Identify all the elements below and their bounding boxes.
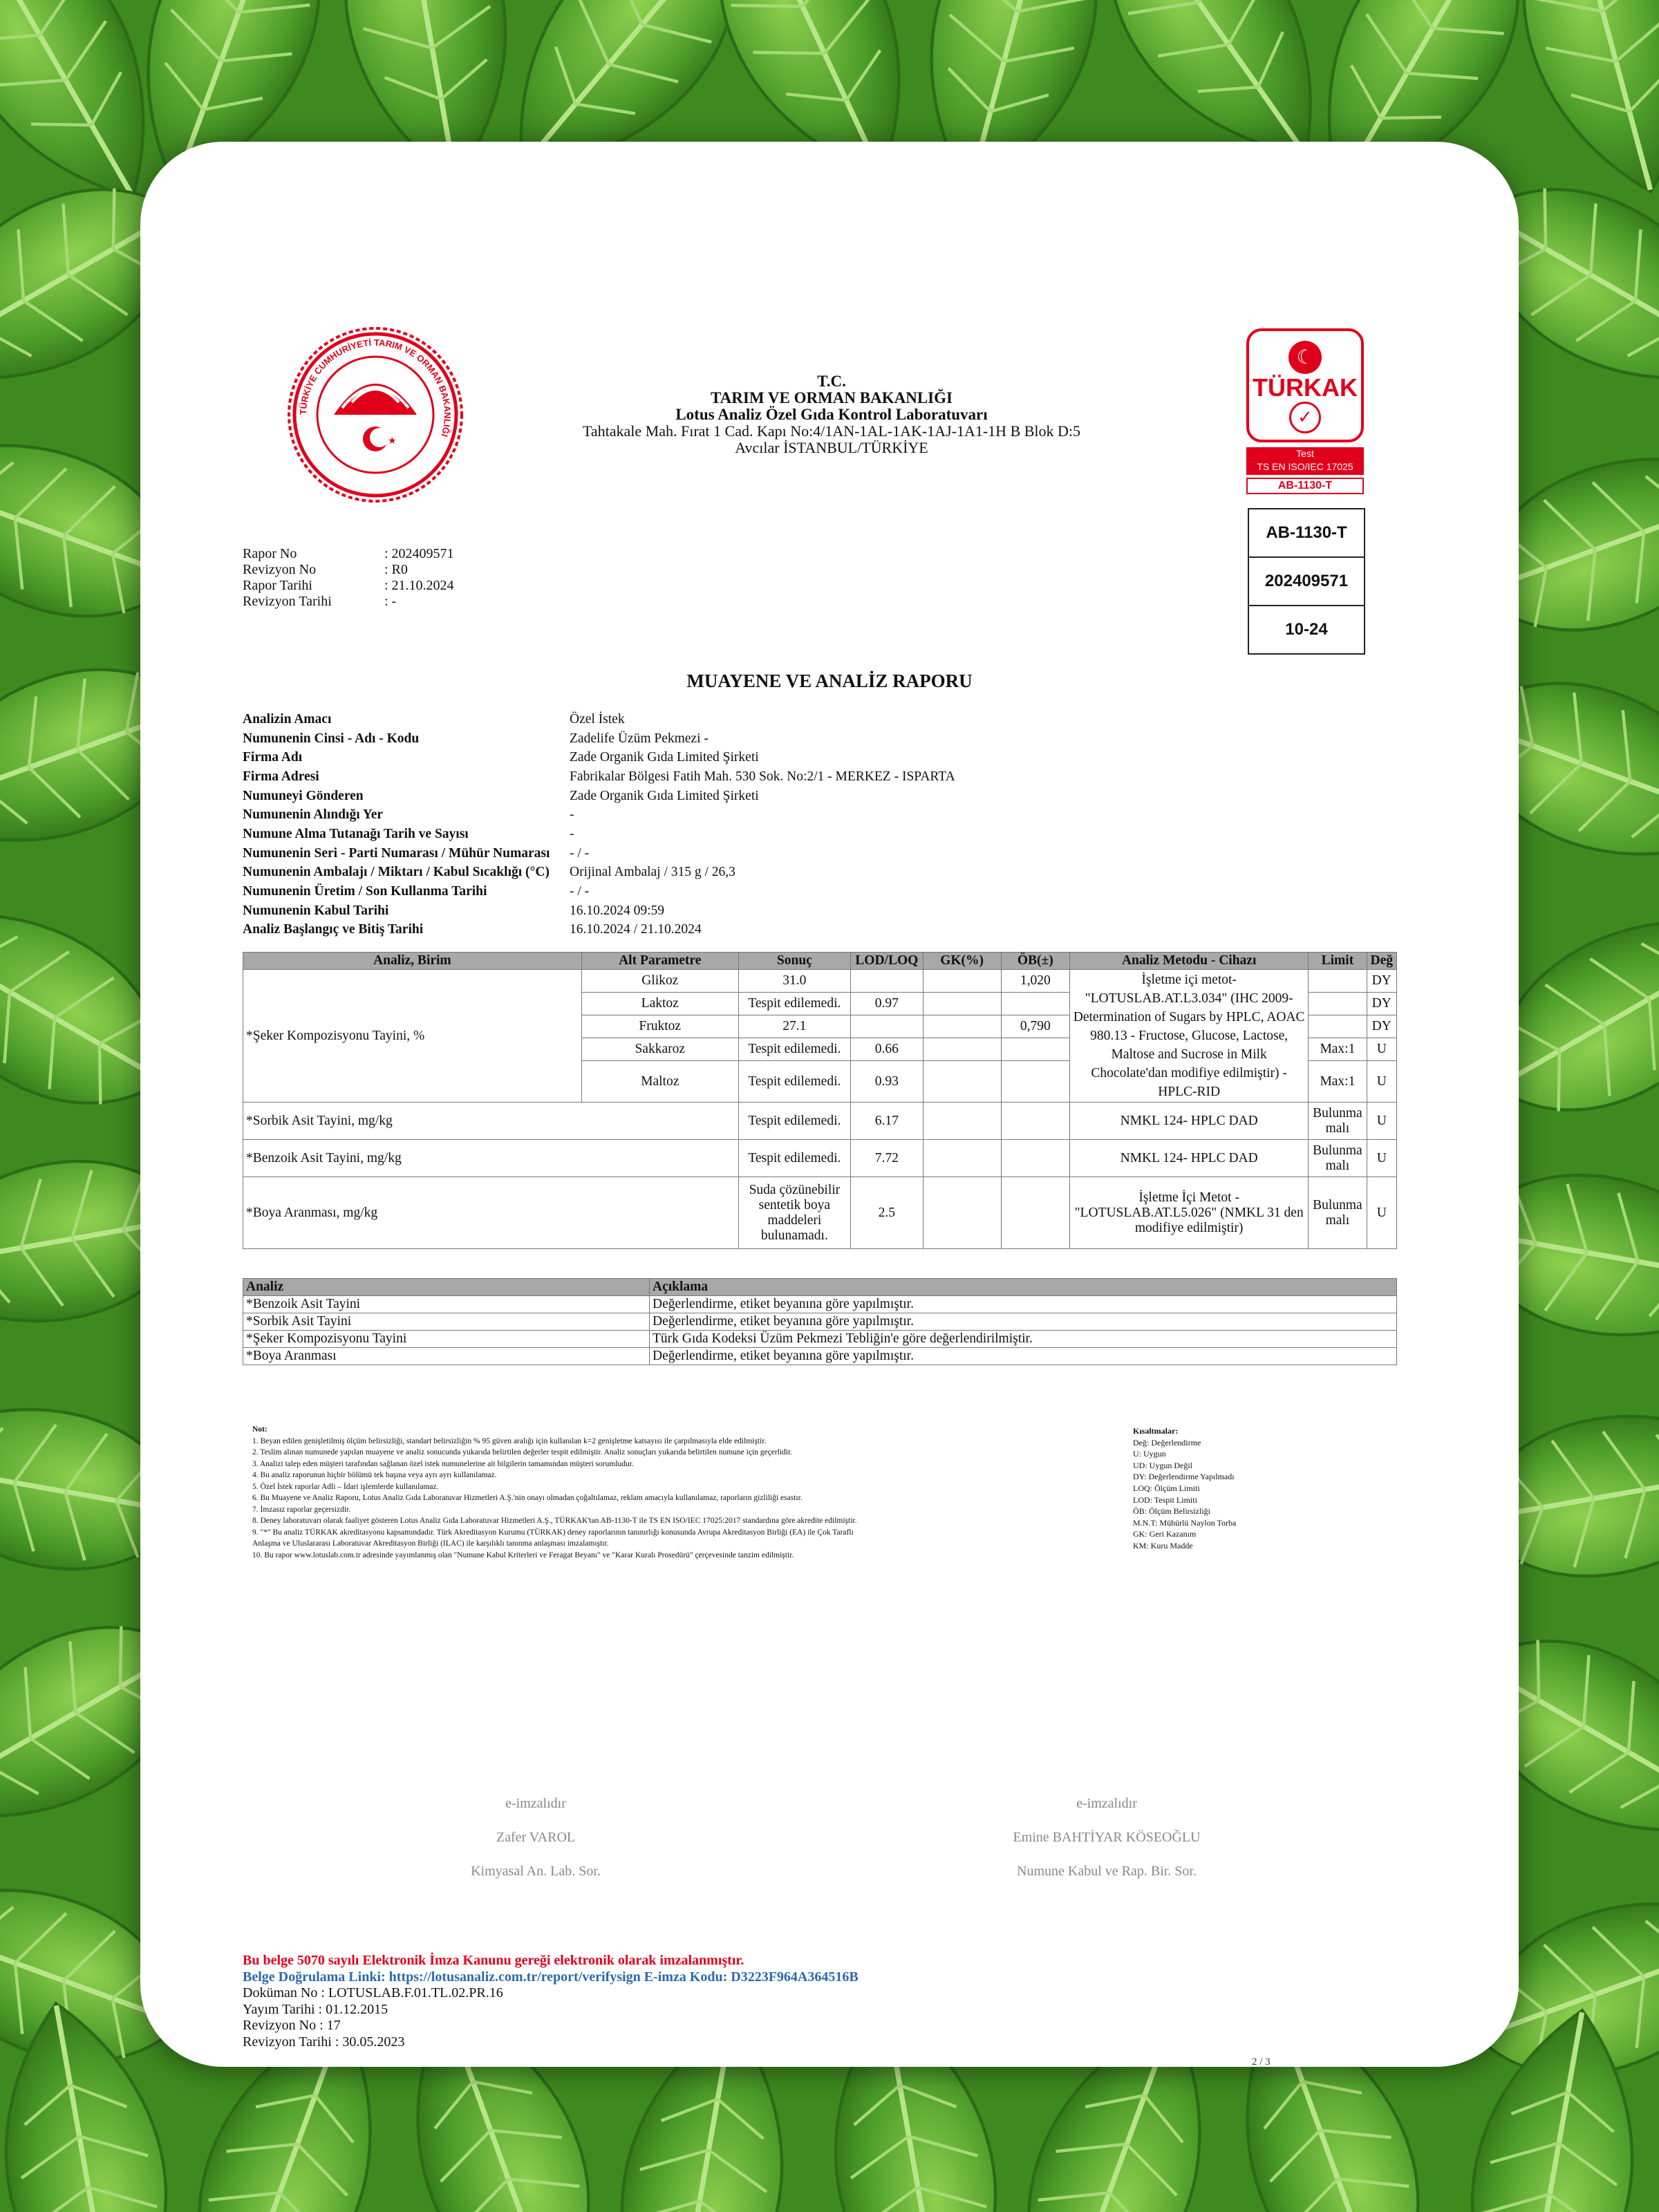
col-header: GK(%) [923,953,1001,970]
col-header: Sonuç [738,953,850,970]
col-header: Analiz, Birim [243,953,582,970]
table-row [243,1348,1397,1365]
result: 31.0 [738,970,850,993]
info-row [243,710,955,729]
turkak-logo-text: TÜRKAK [1253,373,1358,402]
turkak-crescent-icon: ☾ [1288,341,1322,374]
info-label: Numunenin Ambalajı / Miktarı / Kabul Sıcaklığı (°C) [243,865,550,880]
table-row [243,1313,1397,1331]
meta-value: : R0 [384,562,408,577]
signature-role: Kimyasal An. Lab. Sor. [471,1864,601,1879]
info-value: 16.10.2024 / 21.10.2024 [570,922,702,937]
svg-text:★: ★ [388,435,397,447]
meta-label: Rapor Tarihi [243,578,312,593]
signature-name: Zafer VAROL [496,1830,576,1845]
lod-loq: 0.66 [850,1038,923,1061]
limit: Bulunma malı [1309,1103,1367,1140]
signature-name: Emine BAHTİYAR KÖSEOĞLU [1013,1830,1201,1845]
info-row [243,901,955,921]
abbreviation-item: ÖB: Ölçüm Belirsizliği [1133,1506,1210,1517]
evaluation-note: Değerlendirme, etiket beyanına göre yapılmıştır. [650,1296,1397,1313]
table-row [243,1140,1397,1177]
header-address: Tahtakale Mah. Fırat 1 Cad. Kapı No:4/1AN-1AL-1AK-1AJ-1A1-1H B Blok D:5 [582,422,1081,440]
note-item: 4. Bu analiz raporunun hiçbir bölümü tek başına veya ayrı ayrı kullanılamaz. [252,1471,497,1479]
table-row [243,1331,1397,1348]
abbreviation-item: U: Uygun [1133,1449,1166,1459]
evaluation-table [243,1278,1397,1365]
limit: Max:1 [1309,1061,1367,1103]
esign-notice: Bu belge 5070 sayılı Elektronik İmza Kanunu gereği elektronik olarak imzalanmıştır. [243,1953,744,1968]
info-label: Numune Alma Tutanağı Tarih ve Sayısı [243,826,469,841]
result: 27.1 [738,1015,850,1038]
evaluation-analysis: *Şeker Kompozisyonu Tayini [243,1331,650,1348]
info-label: Numunenin Üretim / Son Kullanma Tarihi [243,884,487,899]
note-item: 7. İmzasız raporlar geçersizdir. [252,1505,351,1514]
note-item: 9. "*" Bu analiz TÜRKAK akreditasyonu kapsamındadır. Türk Akreditasyon Kurumu (TÜRKAK) deney raporlarının tanınırlığı konusunda Avrupa Akreditasyon Birliği (EA) ile Çok Taraflı [252,1528,854,1537]
meta-row [243,578,454,594]
turkak-standard [1246,447,1364,475]
info-label: Numuneyi Gönderen [243,788,364,803]
abbreviation-item: GK: Geri Kazanım [1133,1529,1197,1539]
abbreviation-item: Değ: Değerlendirme [1133,1437,1201,1447]
method: İşletme içi metot- "LOTUSLAB.AT.L3.034" (IHC 2009- Determination of Sugars by HPLC, AOAC 980.13 - Fructose, Glucose, Lactose, Maltose and Sucrose in Milk Chocolate'dan modifiye edilmiştir) - HPLC-RID [1070,970,1309,1103]
abbreviation-item: LOQ: Ölçüm Limiti [1133,1483,1200,1493]
info-label: Analiz Başlangıç ve Bitiş Tarihi [243,922,424,937]
result: Tespit edilemedi. [738,993,850,1015]
info-value: Zadelife Üzüm Pekmezi - [570,731,709,746]
result: Tespit edilemedi. [738,1061,850,1103]
result: Tespit edilemedi. [738,1038,850,1061]
deg: U [1367,1140,1396,1177]
ob: 1,020 [1001,970,1069,993]
info-label: Numunenin Seri - Parti Numarası / Mühür Numarası [243,845,550,861]
ministry-emblem [285,325,465,505]
evaluation-analysis: *Boya Aranması [243,1348,650,1365]
lod-loq: 0.97 [850,993,923,1015]
abbreviation-item: KM: Kuru Madde [1133,1540,1193,1550]
note-item: 10. Bu rapor www.lotuslab.com.tr adresinde yayımlanmış olan "Numune Kabul Kriterleri ve Feragat Beyanı" ve "Karar Kuralı Prosedürü" çerçevesinde tanzim edilmiştir. [252,1550,794,1559]
revision-date: Revizyon Tarihi : 30.05.2023 [243,2034,405,2050]
meta-row [243,546,454,562]
sub-parameter: Fruktoz [581,1015,738,1038]
lod-loq [850,970,923,993]
turkak-code: AB-1130-T [1246,478,1364,494]
evaluation-analysis: *Benzoik Asit Tayini [243,1296,650,1313]
info-value: Fabrikalar Bölgesi Fatih Mah. 530 Sok. No:2/1 - MERKEZ - ISPARTA [570,769,955,784]
header-ministry: TARIM VE ORMAN BAKANLIĞI [711,389,953,406]
info-row [243,825,955,844]
publish-date: Yayım Tarihi : 01.12.2015 [243,2001,388,2017]
verify-link[interactable]: Belge Doğrulama Linki: https://lotusanaliz.com.tr/report/verifysign E-imza Kodu: D3223F964A364516B [243,1969,859,1985]
notes-title: Not: [252,1425,268,1434]
result: Tespit edilemedi. [738,1103,850,1140]
note-item: 5. Özel İstek raporlar Adli – İdari işlemlerde kullanılamaz. [252,1482,439,1491]
emblem-ring-text: TÜRKİYE CUMHURİYETİ TARIM VE ORMAN BAKANLIĞI [297,337,453,438]
header-city: Avcılar İSTANBUL/TÜRKİYE [735,439,928,456]
signature-role: Numune Kabul ve Rap. Bir. Sor. [1017,1864,1197,1879]
info-value: - / - [570,884,590,899]
sub-parameter: Maltoz [581,1061,738,1103]
report-title: MUAYENE VE ANALİZ RAPORU [686,671,973,691]
result: Suda çözünebilir sentetik boya maddeleri bulunamadı. [738,1177,850,1249]
limit [1309,970,1367,993]
lod-loq: 7.72 [850,1140,923,1177]
lod-loq: 0.93 [850,1061,923,1103]
turkak-check-icon: ✓ [1289,402,1321,433]
method: NMKL 124- HPLC DAD [1070,1140,1309,1177]
results-table [243,952,1397,1249]
info-value: Orijinal Ambalaj / 315 g / 26,3 [570,865,735,880]
abbreviation-item: UD: Uygun Değil [1133,1460,1192,1470]
info-label: Numunenin Kabul Tarihi [243,903,389,918]
deg: U [1367,1103,1396,1140]
note-item: 8. Deney laboratuvarı olarak faaliyet gösteren Lotus Analiz Gıda Laboratuvar Hizmetleri A.Ş., TÜRKAK'tan AB-1130-T ile TS EN ISO/IEC 17025:2017 standardına göre akredite edilmiştir. [252,1517,857,1525]
ob [1001,1038,1069,1061]
ob [1001,1061,1069,1103]
revision-number: Revizyon No : 17 [243,2018,341,2033]
notes [252,1424,856,1561]
analysis-name: *Sorbik Asit Tayini, mg/kg [243,1103,739,1140]
info-label: Analizin Amacı [243,711,332,727]
note-item: 3. Analizi talep eden müşteri tarafından sağlanan özel istek numunelerine ait bilgilerin tamamından müşteri sorumludur. [252,1459,634,1468]
lod-loq: 2.5 [850,1177,923,1249]
col-header: ÖB(±) [1001,953,1069,970]
deg: DY [1367,1015,1396,1038]
lod-loq [850,1015,923,1038]
info-row [243,729,955,749]
footer [243,1953,859,2050]
report-card [140,142,1519,2067]
doc-number: Doküman No : LOTUSLAB.F.01.TL.02.PR.16 [243,1985,503,2000]
info-row [243,863,955,883]
results-header-row [243,953,1397,970]
info-row [243,767,955,787]
info-value: Zade Organik Gıda Limited Şirketi [570,788,759,803]
col-header: Analiz Metodu - Cihazı [1070,953,1309,970]
meta-label: Revizyon Tarihi [243,594,332,609]
info-row [243,844,955,863]
signature-status: e-imzalıdır [1076,1796,1137,1811]
analysis-name: *Şeker Kompozisyonu Tayini, % [243,970,582,1103]
meta-label: Revizyon No [243,562,317,577]
info-row [243,787,955,806]
abbreviation-item: DY: Değerlendirme Yapılmadı [1133,1472,1235,1482]
evaluation-note: Değerlendirme, etiket beyanına göre yapılmıştır. [650,1313,1397,1331]
deg: U [1367,1061,1396,1103]
meta-row [243,594,454,610]
info-row [243,882,955,901]
header-tc: T.C. [817,373,846,390]
col-header: Değ [1367,953,1396,970]
meta-value: : 21.10.2024 [384,578,454,593]
meta-value: : - [384,594,397,609]
col-header: Alt Parametre [581,953,738,970]
gk [923,1061,1001,1103]
col-header: LOD/LOQ [850,953,923,970]
col-header: Limit [1309,953,1367,970]
abbreviations [1133,1425,1236,1552]
table-row [243,1296,1397,1313]
evaluation-analysis: *Sorbik Asit Tayini [243,1313,650,1331]
analysis-name: *Benzoik Asit Tayini, mg/kg [243,1140,739,1177]
sub-parameter: Laktoz [581,993,738,1015]
turkak-standard-label: TS EN ISO/IEC 17025 [1257,461,1353,472]
report-number-box: 202409571 [1248,556,1365,606]
gk [923,1038,1001,1061]
limit: Bulunma malı [1309,1177,1367,1249]
info-label: Firma Adresi [243,769,319,784]
signature-left [356,1787,715,1888]
info-value: - / - [570,845,590,861]
method: İşletme İçi Metot - "LOTUSLAB.AT.L5.026" (NMKL 31 den modifiye edilmiştir) [1070,1177,1309,1249]
info-value: 16.10.2024 09:59 [570,903,665,918]
limit [1309,1015,1367,1038]
result: Tespit edilemedi. [738,1140,850,1177]
signature-status: e-imzalıdır [505,1796,566,1811]
sub-parameter: Sakkaroz [581,1038,738,1061]
page-number: 2 / 3 [1252,2056,1271,2068]
limit: Max:1 [1309,1038,1367,1061]
ob [1001,993,1069,1015]
table-row [243,970,1397,993]
info-value: Özel İstek [570,711,625,727]
lod-loq: 6.17 [850,1103,923,1140]
info-row [243,921,955,940]
evaluation-header-row [243,1279,1397,1296]
limit [1309,993,1367,1015]
deg: DY [1367,970,1396,993]
note-item: 6. Bu Muayene ve Analiz Raporu, Lotus Analiz Gıda Laboratuvar Hizmetleri A.Ş.'nin onayı olmadan çoğaltılamaz, reklam amacıyla kullanılamaz, raporların gizliliği esastır. [252,1494,803,1502]
gk [923,993,1001,1015]
header-lab-name: Lotus Analiz Özel Gıda Kontrol Laboratuvarı [675,406,988,423]
accreditation-code-box: AB-1130-T [1248,508,1365,558]
col-header: Analiz [243,1279,650,1296]
period-box: 10-24 [1248,605,1365,655]
deg: DY [1367,993,1396,1015]
lab-header [486,373,1177,456]
analysis-name: *Boya Aranması, mg/kg [243,1177,739,1249]
meta-label: Rapor No [243,546,297,561]
gk [923,970,1001,993]
deg: U [1367,1177,1396,1249]
evaluation-note: Türk Gıda Kodeksi Üzüm Pekmezi Tebliğin'e göre değerlendirilmiştir. [650,1331,1397,1348]
note-item: Anlaşma ve Uluslararası Laboratuvar Akreditasyon Birliği (ILAC) ile karşılıklı tanınma anlaşması imzalamıştır. [252,1539,609,1548]
meta-row [243,562,454,578]
info-value: Zade Organik Gıda Limited Şirketi [570,750,759,765]
gk [923,1015,1001,1038]
method: NMKL 124- HPLC DAD [1070,1103,1309,1140]
note-item: 2. Teslim alınan numunede yapılan muayene ve analiz sonucunda yukarıda belirtilen değerler tespit edilmiştir. Analiz sonuçları yukarıda belirtilen numune için geçerlidir. [252,1448,793,1456]
info-label: Firma Adı [243,750,303,765]
signature-right [927,1787,1286,1888]
info-label: Numunenin Cinsi - Adı - Kodu [243,731,420,746]
report-meta [243,546,454,610]
table-row [243,1177,1397,1249]
abbreviation-item: M.N.T: Mühürlü Naylon Torba [1133,1517,1237,1528]
info-value: - [570,826,574,841]
turkak-test-label: Test [1296,448,1314,459]
col-header: Açıklama [650,1279,1397,1296]
ob: 0,790 [1001,1015,1069,1038]
info-row [243,748,955,767]
limit: Bulunma malı [1309,1140,1367,1177]
note-item: 1. Beyan edilen genişletilmiş ölçüm belirsizliği, standart belirsizliğin % 95 güven aralığı için kullanılan k=2 genişletme katsayısı ile çarpılmasıyla elde edilmiştir. [252,1436,767,1445]
evaluation-note: Değerlendirme, etiket beyanına göre yapılmıştır. [650,1348,1397,1365]
turkak-logo [1246,328,1364,442]
abbreviation-item: LOD: Tespit Limiti [1133,1494,1197,1505]
info-label: Numunenin Alındığı Yer [243,807,383,823]
table-row [243,1103,1397,1140]
info-value: - [570,807,574,823]
abbreviations-title: Kısaltmalar: [1133,1426,1179,1436]
sample-info [243,710,955,939]
sub-parameter: Glikoz [581,970,738,993]
info-row [243,805,955,825]
meta-value: : 202409571 [384,546,454,561]
deg: U [1367,1038,1396,1061]
